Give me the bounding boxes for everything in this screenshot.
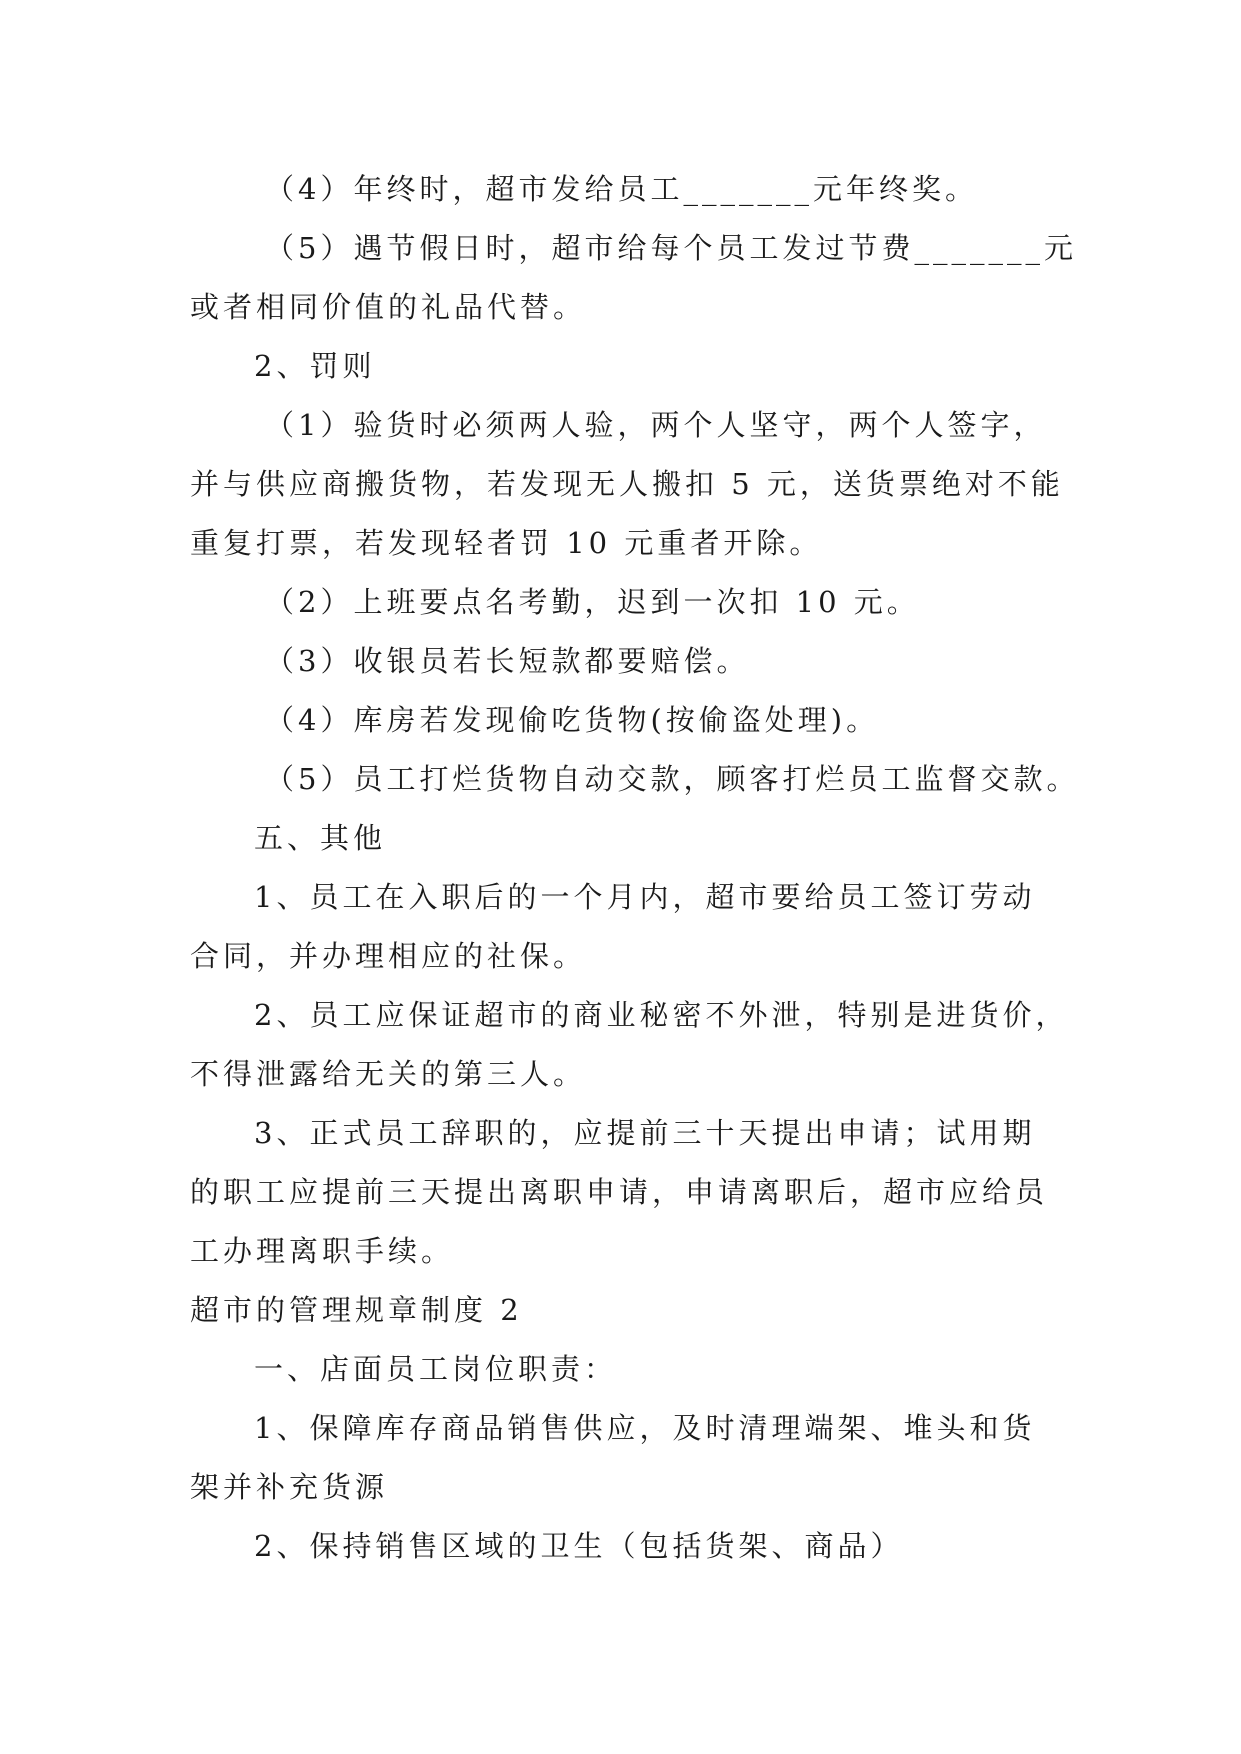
paragraph-line: 的职工应提前三天提出离职申请，申请离职后，超市应给员 — [190, 1175, 1049, 1209]
paragraph-line: 3、正式员工辞职的，应提前三十天提出申请；试用期 — [254, 1116, 1036, 1150]
paragraph-line: 五、其他 — [254, 821, 387, 855]
paragraph-line: （4）库房若发现偷吃货物(按偷盗处理)。 — [265, 703, 880, 737]
paragraph-line: 工办理离职手续。 — [190, 1234, 455, 1268]
paragraph-line: 2、罚则 — [254, 349, 376, 383]
paragraph-line: 2、保持销售区域的卫生（包括货架、商品） — [254, 1529, 904, 1563]
paragraph-line: （5）员工打烂货物自动交款，顾客打烂员工监督交款。 — [265, 762, 1080, 796]
paragraph-line: 重复打票，若发现轻者罚 10 元重者开除。 — [190, 526, 823, 560]
paragraph-line: 不得泄露给无关的第三人。 — [190, 1057, 587, 1091]
paragraph-line: 架并补充货源 — [190, 1470, 389, 1504]
document-body — [190, 160, 1080, 1576]
paragraph-line: （1）验货时必须两人验，两个人坚守，两个人签字， — [265, 408, 1047, 442]
paragraph-line: 或者相同价值的礼品代替。 — [190, 290, 587, 324]
paragraph-line: 1、员工在入职后的一个月内，超市要给员工签订劳动 — [254, 880, 1036, 914]
paragraph-line: 一、店面员工岗位职责： — [254, 1352, 618, 1386]
paragraph-line: （2）上班要点名考勤，迟到一次扣 10 元。 — [265, 585, 920, 619]
paragraph-line: （3）收银员若长短款都要赔偿。 — [265, 644, 750, 678]
paragraph-line: 超市的管理规章制度 2 — [190, 1293, 523, 1327]
paragraph-line: 并与供应商搬货物，若发现无人搬扣 5 元，送货票绝对不能 — [190, 467, 1064, 501]
paragraph-line: （5）遇节假日时，超市给每个员工发过节费_______元 — [265, 231, 1077, 265]
paragraph-line: 2、员工应保证超市的商业秘密不外泄，特别是进货价， — [254, 998, 1069, 1032]
paragraph-line: 合同，并办理相应的社保。 — [190, 939, 587, 973]
paragraph-line: 1、保障库存商品销售供应，及时清理端架、堆头和货 — [254, 1411, 1036, 1445]
paragraph-line: （4）年终时，超市发给员工_______元年终奖。 — [265, 172, 978, 206]
